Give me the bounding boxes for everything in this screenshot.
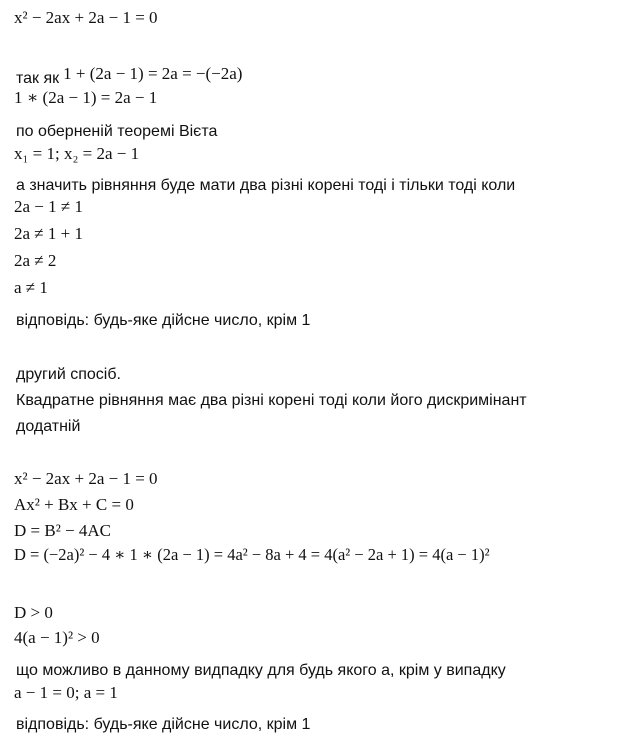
product-of-roots-expression: 1 ∗ (2a − 1) = 2a − 1 bbox=[14, 88, 158, 107]
discriminant-inequality: 4(a − 1)² > 0 bbox=[14, 628, 100, 647]
second-method-heading: другий спосіб. bbox=[16, 366, 121, 383]
exception-equation: a − 1 = 0; a = 1 bbox=[14, 683, 118, 702]
general-quadratic-form: Ax² + Bx + C = 0 bbox=[14, 495, 134, 514]
discriminant-condition-text-continued: додатній bbox=[16, 418, 81, 435]
inequality-step-4: a ≠ 1 bbox=[14, 278, 48, 297]
discriminant-positive: D > 0 bbox=[14, 603, 53, 622]
discriminant-condition-text: Квадратне рівняння має два різні корені тоді коли його дискримінант bbox=[16, 392, 527, 409]
equation-repeated: x² − 2ax + 2a − 1 = 0 bbox=[14, 469, 158, 488]
roots-expression: x₁ = 1; x₂ = 2a − 1 bbox=[14, 144, 140, 163]
exception-statement: що можливо в данному видпадку для будь якого а, крім у випадку bbox=[16, 662, 506, 679]
inequality-step-2: 2a ≠ 1 + 1 bbox=[14, 224, 83, 243]
reasoning-line bbox=[16, 64, 243, 89]
reasoning-label: так як bbox=[16, 70, 60, 87]
answer-second-method: відповідь: будь-яке дійсне число, крім 1 bbox=[16, 716, 311, 733]
equation-original: x² − 2ax + 2a − 1 = 0 bbox=[14, 8, 158, 27]
sum-of-roots-expression: 1 + (2a − 1) = 2a = −(−2a) bbox=[63, 64, 243, 83]
discriminant-computation: D = (−2a)² − 4 ∗ 1 ∗ (2a − 1) = 4a² − 8a + 4 = 4(a² − 2a + 1) = 4(a − 1)² bbox=[14, 545, 490, 564]
condition-statement: а значить рівняння буде мати два різні корені тоді і тільки тоді коли bbox=[16, 177, 516, 194]
inequality-step-1: 2a − 1 ≠ 1 bbox=[14, 197, 83, 216]
vieta-theorem-note: по оберненій теоремі Вієта bbox=[16, 123, 218, 140]
inequality-step-3: 2a ≠ 2 bbox=[14, 251, 57, 270]
discriminant-formula: D = B² − 4AC bbox=[14, 521, 112, 540]
answer-first-method: відповідь: будь-яке дійсне число, крім 1 bbox=[16, 312, 311, 329]
